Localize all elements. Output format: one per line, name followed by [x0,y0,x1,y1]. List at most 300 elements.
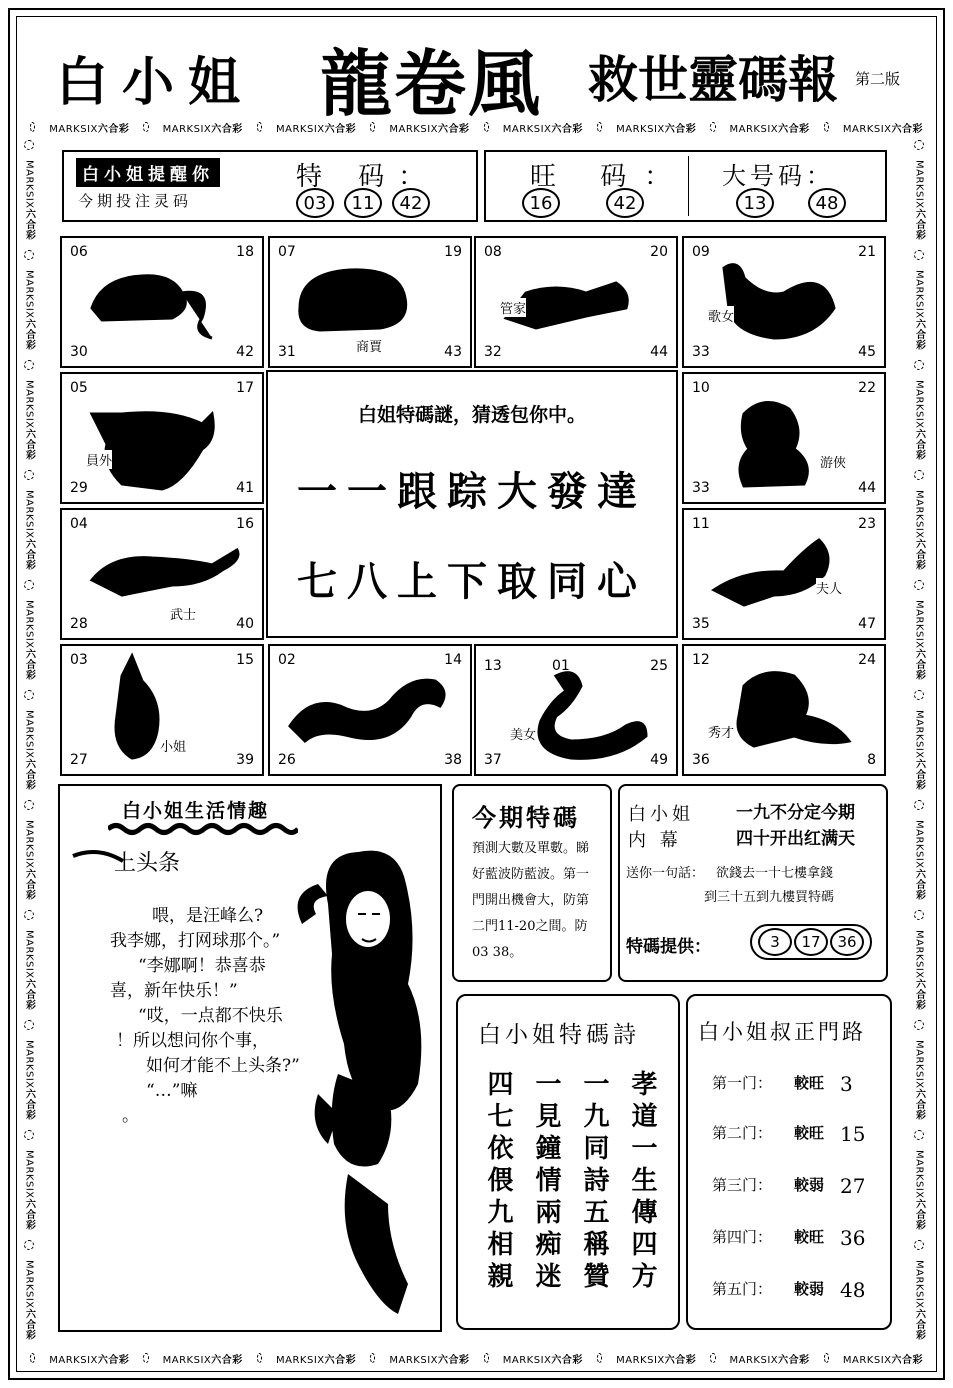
zodiac-number: 44 [858,480,876,496]
gate-row [712,1278,865,1302]
provide-ball: 17 [794,928,828,956]
insider-label1: 白小姐 [628,804,694,825]
watermark-suffix: 六合彩 [551,123,583,135]
provide-ball: 36 [830,928,864,956]
watermark-suffix: 六合彩 [23,1198,35,1230]
reminder-box [62,150,478,222]
watermark-marksix: MARKSIX [23,1149,35,1199]
watermark-marksix: MARKSIX [23,929,35,979]
watermark-marksix: MARKSIX [913,709,925,759]
poem-title: 白小姐特碼詩 [478,1022,640,1048]
gate-status: 較弱 [794,1280,825,1298]
watermark-text [389,1351,469,1366]
zodiac-number: 38 [444,752,462,768]
special-codes-balls [296,188,430,218]
watermark-text [389,120,469,135]
zodiac-number: 25 [650,658,668,674]
zodiac-role: 小姐 [160,736,186,755]
watermark-text [912,1150,927,1230]
watermark-marksix: MARKSIX [23,269,35,319]
brand: 白小姐 [56,52,255,113]
gate-row [712,1226,865,1250]
flower-icon [914,250,924,260]
gate-name: 第四门： [712,1228,773,1246]
watermark-text [912,490,927,570]
flower-icon [143,1353,148,1363]
zodiac-number: 37 [484,752,502,768]
zodiac-number: 08 [484,244,502,260]
flower-icon [24,250,34,260]
zodiac-role: 歌女 [708,306,734,325]
big-ball-2 [808,188,846,218]
watermark-text [912,820,927,900]
watermark-suffix: 六合彩 [97,1354,130,1366]
watermark-suffix: 六合彩 [324,1354,357,1366]
gate-status: 較旺 [794,1124,825,1142]
gate-name: 第五门： [712,1280,773,1298]
zodiac-number: 29 [70,480,88,496]
flower-icon [710,1353,715,1363]
watermark-suffix: 六合彩 [551,1354,583,1366]
watermark-marksix: MARKSIX [23,1039,35,1089]
watermark-suffix: 六合彩 [913,538,925,570]
zodiac-number: 05 [70,380,88,396]
watermark-marksix: MARKSIX [913,159,925,209]
special-code-ball: 03 [296,188,334,218]
insider-send-line1: 欲錢去一十七樓拿錢 [716,866,834,881]
watermark-suffix: 六合彩 [913,1198,925,1230]
flower-icon [24,1240,34,1250]
zodiac-role: 夫人 [816,578,842,597]
watermark-suffix: 六合彩 [23,538,35,570]
reminder-line2: 今期投注灵码 [78,192,193,210]
flower-icon [24,690,34,700]
watermark-suffix: 六合彩 [97,123,130,135]
life-title: 白小姐生活情趣 [122,800,270,822]
zodiac-number: 09 [692,244,710,260]
gate-row [712,1072,853,1096]
life-headline: 上头条 [114,851,181,876]
special-codes-label: 特 码： [296,162,439,192]
watermark-marksix: MARKSIX [913,1149,925,1199]
zodiac-number: 21 [858,244,876,260]
watermark-text [616,1351,696,1366]
watermark-marksix: MARKSIX [23,819,35,869]
watermark-suffix: 六合彩 [913,208,925,240]
watermark-text [22,380,37,460]
provide-balls [750,924,872,960]
zodiac-role: 商賈 [356,336,382,355]
watermark-text [163,1351,243,1366]
watermark-marksix: MARKSIX [23,159,35,209]
watermark-text [22,270,37,350]
watermark-marksix: MARKSIX [913,379,925,429]
flower-icon [484,122,489,132]
watermark-marksix: MARKSIX [389,123,438,135]
zodiac-number: 17 [236,380,254,396]
zodiac-number: 43 [444,344,462,360]
watermark-marksix: MARKSIX [729,123,779,135]
watermark-marksix: MARKSIX [913,269,925,319]
zodiac-number: 32 [484,344,502,360]
life-line: 我李娜，打网球那个。” [110,931,281,951]
watermark-strip-right [910,140,928,1340]
header [40,26,920,126]
zodiac-role: 美女 [510,724,536,743]
life-line: 。 [122,1106,139,1126]
gate-number: 36 [840,1226,866,1250]
flower-icon [24,1020,34,1030]
watermark-text [730,1351,810,1366]
watermark-suffix: 六合彩 [913,758,925,790]
watermark-marksix: MARKSIX [162,123,212,135]
watermark-strip-left [20,140,38,1340]
gate-row [712,1174,865,1198]
watermark-text [912,930,927,1010]
watermark-suffix: 六合彩 [23,1308,35,1340]
watermark-text [503,1351,583,1366]
page-title: 龍卷風 [320,41,543,126]
life-line: “哎，一点都不快乐 [138,1006,283,1026]
woman-photo [288,844,438,1324]
today-special-box [452,784,612,982]
special-code-ball: 11 [344,188,382,218]
zodiac-number: 49 [650,752,668,768]
zodiac-cell [60,508,264,640]
watermark-text [276,120,356,135]
zodiac-number: 47 [858,616,876,632]
watermark-suffix: 六合彩 [211,1354,243,1366]
rat-icon [62,238,262,366]
watermark-suffix: 六合彩 [23,208,35,240]
wang-codes-label: 旺 码： [530,162,689,192]
watermark-text [49,120,129,135]
rooster-icon [684,238,884,366]
flower-icon [914,910,924,920]
watermark-text [912,710,927,790]
zodiac-number: 45 [858,344,876,360]
zodiac-number: 23 [858,516,876,532]
flower-icon [824,1353,829,1363]
zodiac-number: 42 [236,344,254,360]
gates-title: 白小姐叔正門路 [698,1020,866,1044]
today-special-text: 預測大數及單數。睇好藍波防藍波。第一門開出機會大，防第二門11-20之間。防03 38。 [472,841,590,960]
flower-icon [24,800,34,810]
wang-ball-1 [522,188,560,218]
watermark-marksix: MARKSIX [389,1354,438,1366]
zodiac-number: 10 [692,380,710,396]
zodiac-number: 27 [70,752,88,768]
zodiac-number: 24 [858,652,876,668]
watermark-text [843,1351,923,1366]
watermark-marksix: MARKSIX [23,1259,35,1309]
goat-icon [684,510,884,638]
watermark-text [49,1351,129,1366]
poem-column: 一九同詩五稱贊 [579,1070,609,1294]
insider-send-label: 送你一句話： [626,866,705,881]
watermark-marksix: MARKSIX [913,599,925,649]
wang-ball-2 [606,188,644,218]
watermark-text [22,490,37,570]
ox-icon [62,374,262,502]
insider-line1: 一九不分定今期 [736,803,855,823]
watermark-text [503,120,583,135]
watermark-text [912,160,927,240]
watermark-suffix: 六合彩 [891,1354,923,1366]
zodiac-number: 01 [552,658,570,674]
zodiac-number: 40 [236,616,254,632]
watermark-text [912,600,927,680]
zodiac-number: 16 [236,516,254,532]
watermark-suffix: 六合彩 [211,123,243,135]
flower-icon [914,580,924,590]
insider-line2: 四十开出红满天 [736,829,855,849]
watermark-text [22,820,37,900]
watermark-suffix: 六合彩 [23,1088,35,1120]
watermark-marksix: MARKSIX [616,1354,665,1366]
zodiac-cell [268,236,472,368]
watermark-suffix: 六合彩 [891,123,923,135]
big-codes-label: 大号码： [722,162,834,190]
horse-icon [684,646,884,774]
code-divider [688,156,690,216]
watermark-marksix: MARKSIX [23,599,35,649]
watermark-suffix: 六合彩 [664,1354,697,1366]
zodiac-role: 武士 [170,604,196,623]
watermark-marksix: MARKSIX [23,379,35,429]
gate-status: 較弱 [794,1176,825,1194]
center-riddle [266,370,678,638]
riddle-intro: 白姐特碼謎，猜透包你中。 [357,404,586,426]
watermark-text [912,380,927,460]
flower-icon [914,1130,924,1140]
watermark-suffix: 六合彩 [23,648,35,680]
snake-icon [476,646,676,774]
zodiac-cell [60,372,264,504]
watermark-marksix: MARKSIX [162,1354,212,1366]
life-line: 如何才能不上头条?” [146,1056,300,1076]
watermark-suffix: 六合彩 [913,1308,925,1340]
flower-icon [257,1353,262,1363]
watermark-suffix: 六合彩 [913,648,925,680]
gate-row [712,1122,865,1146]
big-code-ball: 48 [808,188,846,218]
poem-column: 一見鐘情兩痴迷 [531,1070,561,1294]
flower-icon [710,122,715,132]
watermark-marksix: MARKSIX [913,1259,925,1309]
flower-icon [914,1240,924,1250]
watermark-marksix: MARKSIX [913,819,925,869]
watermark-suffix: 六合彩 [23,758,35,790]
wang-codes-box [484,150,887,222]
zodiac-number: 06 [70,244,88,260]
big-ball-1 [736,188,774,218]
flower-icon [143,122,148,132]
wang-code-ball: 16 [522,188,560,218]
watermark-marksix: MARKSIX [49,1354,98,1366]
watermark-marksix: MARKSIX [729,1354,779,1366]
flower-icon [914,800,924,810]
watermark-suffix: 六合彩 [438,123,470,135]
watermark-text [22,1260,37,1340]
gate-number: 48 [840,1278,866,1302]
gate-number: 3 [840,1072,853,1096]
zodiac-cell [60,236,264,368]
watermark-marksix: MARKSIX [23,709,35,759]
zodiac-number: 02 [278,652,296,668]
flower-icon [597,1353,602,1363]
zodiac-number: 22 [858,380,876,396]
watermark-text [912,270,927,350]
watermark-marksix: MARKSIX [842,123,892,135]
dragon-icon [270,646,470,774]
watermark-strip-bottom [30,1350,923,1366]
flower-icon [24,360,34,370]
flower-icon [914,470,924,480]
watermark-marksix: MARKSIX [49,123,98,135]
zodiac-number: 36 [692,752,710,768]
watermark-text [22,160,37,240]
zodiac-number: 35 [692,616,710,632]
watermark-text [22,1040,37,1120]
zodiac-role: 員外 [86,450,112,469]
watermark-marksix: MARKSIX [616,123,665,135]
watermark-suffix: 六合彩 [913,868,925,900]
zodiac-cell [60,644,264,776]
flower-icon [914,360,924,370]
watermark-text [22,710,37,790]
monkey-icon [684,374,884,502]
zodiac-number: 41 [236,480,254,496]
watermark-suffix: 六合彩 [913,428,925,460]
zodiac-number: 30 [70,344,88,360]
watermark-marksix: MARKSIX [276,123,325,135]
zodiac-number: 19 [444,244,462,260]
watermark-marksix: MARKSIX [842,1354,892,1366]
watermark-text [22,930,37,1010]
watermark-suffix: 六合彩 [778,123,810,135]
watermark-marksix: MARKSIX [913,1039,925,1089]
zodiac-number: 26 [278,752,296,768]
watermark-marksix: MARKSIX [913,489,925,539]
zodiac-role: 管家 [500,298,526,317]
zodiac-role: 秀才 [708,722,734,741]
riddle-line2: 七八上下取同心 [297,558,647,605]
zodiac-number: 18 [236,244,254,260]
poem-column: 四七依偎九相親 [483,1070,513,1294]
zodiac-number: 03 [70,652,88,668]
watermark-suffix: 六合彩 [664,123,697,135]
flower-icon [484,1353,489,1363]
provide-ball: 3 [758,928,792,956]
gate-name: 第三门： [712,1176,773,1194]
watermark-suffix: 六合彩 [324,123,357,135]
life-section [58,784,442,1332]
edition-label: 第二版 [855,70,901,88]
insider-box [618,784,888,982]
zodiac-number: 07 [278,244,296,260]
watermark-suffix: 六合彩 [23,868,35,900]
life-line: 喂，是汪峰么? [152,906,264,926]
today-special-title: 今期特碼 [472,803,580,832]
watermark-marksix: MARKSIX [913,929,925,979]
watermark-suffix: 六合彩 [23,428,35,460]
watermark-suffix: 六合彩 [23,978,35,1010]
zodiac-cell [474,236,678,368]
flower-icon [257,122,262,132]
zodiac-number: 13 [484,658,502,674]
watermark-text [616,120,696,135]
special-code-ball: 42 [392,188,430,218]
watermark-text [22,600,37,680]
flower-icon [914,140,924,150]
flower-icon [370,122,375,132]
provide-label: 特碼提供： [626,937,711,957]
flower-icon [370,1353,375,1363]
zodiac-number: 44 [650,344,668,360]
poem-column: 孝道一生傳四方 [627,1070,657,1294]
watermark-text [22,1150,37,1230]
watermark-marksix: MARKSIX [502,123,552,135]
flower-icon [24,580,34,590]
watermark-text [912,1260,927,1340]
insider-send-line2: 到三十五到九樓買特碼 [704,890,835,905]
zodiac-number: 04 [70,516,88,532]
flower-icon [30,122,35,132]
zodiac-cell [682,644,886,776]
watermark-suffix: 六合彩 [23,318,35,350]
wang-code-ball: 42 [606,188,644,218]
gate-name: 第二门： [712,1124,773,1142]
zodiac-number: 33 [692,480,710,496]
zodiac-number: 31 [278,344,296,360]
watermark-strip-top [30,119,923,135]
life-line: 喜，新年快乐！” [110,981,238,1001]
flower-icon [24,1130,34,1140]
big-code-ball: 13 [736,188,774,218]
watermark-suffix: 六合彩 [913,318,925,350]
flower-icon [824,122,829,132]
flower-icon [24,470,34,480]
zodiac-number: 12 [692,652,710,668]
watermark-marksix: MARKSIX [502,1354,552,1366]
flower-icon [24,140,34,150]
watermark-marksix: MARKSIX [276,1354,325,1366]
zodiac-cell [682,372,886,504]
zodiac-cell [682,508,886,640]
zodiac-cell [268,644,472,776]
watermark-suffix: 六合彩 [778,1354,810,1366]
subtitle: 救世靈碼報 [588,51,838,109]
zodiac-number: 14 [444,652,462,668]
flower-icon [914,1020,924,1030]
flower-icon [914,690,924,700]
zodiac-role: 游俠 [820,452,846,471]
zodiac-number: 11 [692,516,710,532]
wave-divider [108,822,298,836]
watermark-marksix: MARKSIX [23,489,35,539]
watermark-text [843,120,923,135]
gate-number: 27 [840,1174,866,1198]
life-line: ！所以想问你个事， [116,1031,269,1051]
zodiac-number: 28 [70,616,88,632]
zodiac-number: 33 [692,344,710,360]
flower-icon [24,910,34,920]
watermark-suffix: 六合彩 [913,978,925,1010]
gate-name: 第一门： [712,1074,773,1092]
gate-status: 較旺 [794,1074,825,1092]
zodiac-number: 8 [867,752,876,768]
